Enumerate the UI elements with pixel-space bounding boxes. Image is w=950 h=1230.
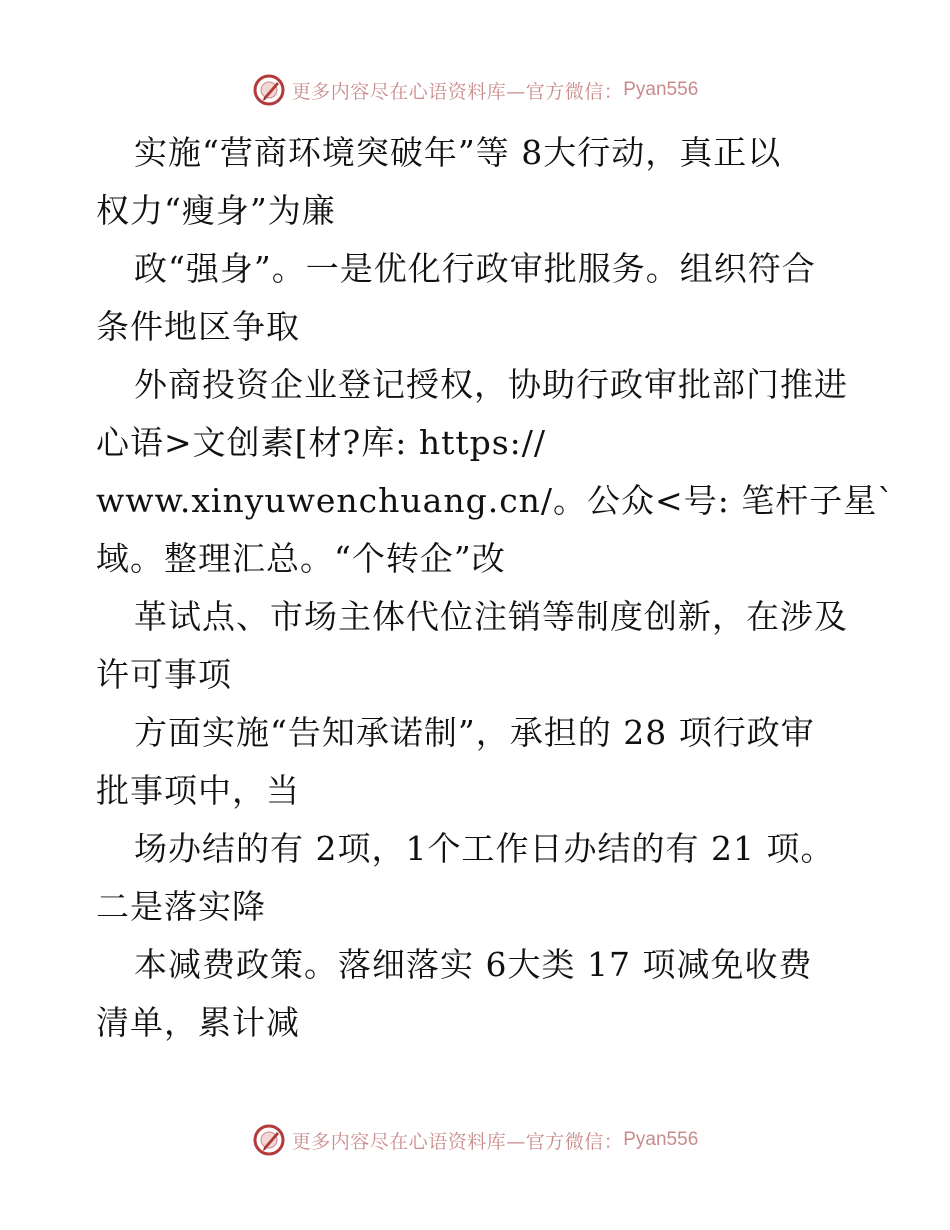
text-line: 域。整理汇总。“个转企”改 [96, 539, 506, 578]
header-wechat-id: Pyan556 [623, 79, 699, 100]
text-line: 心语>文创素[材?库: https:// [96, 423, 547, 462]
footer-slogan: 更多内容尽在心语资料库—官方微信： [291, 1130, 624, 1153]
pen-logo-icon [252, 73, 286, 107]
text-line: www.xinyuwenchuang.cn/。公众<号: 笔杆子星` [96, 481, 895, 520]
text-line: 外商投资企业登记授权，协助行政审批部门推进 [134, 365, 848, 404]
text-line: 政“强身”。一是优化行政审批服务。组织符合 [134, 249, 816, 288]
text-line: 场办结的有 2项，1个工作日办结的有 21 项。 [134, 829, 835, 868]
text-line: 条件地区争取 [96, 307, 300, 346]
footer-banner [0, 1120, 950, 1160]
text-line: 批事项中，当 [96, 771, 300, 810]
body-text [96, 124, 895, 1052]
text-line: 权力“瘦身”为廉 [96, 191, 336, 230]
text-line: 革试点、市场主体代位注销等制度创新，在涉及 [134, 597, 848, 636]
header-slogan: 更多内容尽在心语资料库—官方微信： [291, 80, 624, 103]
footer-wechat-id: Pyan556 [623, 1129, 699, 1150]
text-line: 方面实施“告知承诺制”，承担的 28 项行政审 [134, 713, 815, 752]
text-line: 二是落实降 [96, 887, 266, 926]
pen-logo-icon [252, 1123, 286, 1157]
header-banner [0, 70, 950, 110]
text-line: 清单，累计减 [96, 1003, 300, 1042]
text-line: 实施“营商环境突破年”等 8大行动，真正以 [134, 133, 782, 172]
text-line: 许可事项 [96, 655, 232, 694]
text-line: 本减费政策。落细落实 6大类 17 项减免收费 [134, 945, 813, 984]
